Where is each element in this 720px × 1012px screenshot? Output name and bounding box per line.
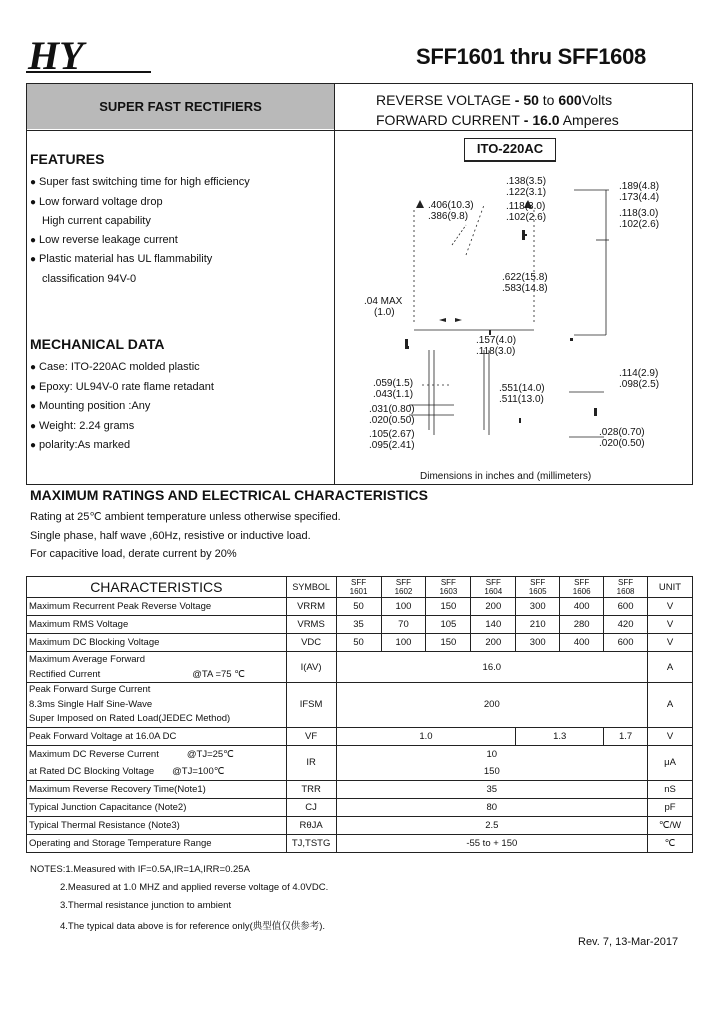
table-cell: VDC — [286, 634, 336, 652]
product-type: SUPER FAST RECTIFIERS — [99, 99, 262, 114]
table-row — [27, 816, 693, 834]
hy-logo — [26, 36, 156, 76]
table-cell: 1.3 — [516, 727, 604, 745]
table-cell: I(AV) — [286, 652, 336, 683]
dim-side-depth: .189(4.8) .173(4.4) — [619, 181, 660, 203]
dim-lead-pitch: .105(2.67) .095(2.41) — [369, 429, 415, 451]
table-cell: 150 — [426, 598, 471, 616]
table-cell: V — [648, 634, 693, 652]
table-cell: Peak Forward Surge Current 8.3ms Single Half Sine-Wave Super Imposed on Rated Load(JEDEC Method) — [27, 683, 287, 728]
table-cell: V — [648, 598, 693, 616]
table-cell: 200 — [471, 598, 516, 616]
header-characteristics: CHARACTERISTICS — [27, 577, 287, 598]
header-part-1606: SFF 1606 — [560, 577, 604, 598]
mechanical-list — [30, 358, 214, 456]
mechanical-item: ● polarity:As marked — [30, 436, 214, 456]
header-part-1602: SFF 1602 — [381, 577, 426, 598]
dim-max-offset: .04 MAX (1.0) — [364, 296, 403, 318]
table-cell: Maximum Reverse Recovery Time(Note1) — [27, 780, 287, 798]
table-cell: pF — [648, 798, 693, 816]
table-cell: Typical Thermal Resistance (Note3) — [27, 816, 287, 834]
dim-lead-thickness: .031(0.80) .020(0.50) — [369, 404, 415, 426]
table-cell: ℃ — [648, 834, 693, 852]
feature-item: ● Low reverse leakage current — [30, 231, 250, 251]
dim-side-lead: .114(2.9) .098(2.5) — [619, 368, 660, 390]
table-cell: Maximum Recurrent Peak Reverse Voltage — [27, 598, 287, 616]
table-cell: 35 — [336, 616, 381, 634]
table-cell: 200 — [471, 634, 516, 652]
feature-item: ● Super fast switching time for high efficiency — [30, 173, 250, 193]
table-cell: 600 — [604, 634, 648, 652]
table-cell: Operating and Storage Temperature Range — [27, 834, 287, 852]
dim-body-width: .406(10.3) .386(9.8) — [428, 200, 474, 222]
max-ratings-notes — [30, 508, 341, 564]
table-cell: 1.0 — [336, 727, 516, 745]
characteristics-table — [26, 576, 693, 853]
table-cell: 210 — [516, 616, 560, 634]
table-cell: -55 to + 150 — [336, 834, 647, 852]
table-cell: 16.0 — [336, 652, 647, 683]
table-cell: 1.7 — [604, 727, 648, 745]
table-cell: A — [648, 652, 693, 683]
table-cell: Maximum Average Forward Rectified Current @TA =75 ℃ — [27, 652, 287, 683]
table-cell: 2.5 — [336, 816, 647, 834]
dim-tab-thickness: .138(3.5) .122(3.1) — [506, 176, 547, 198]
table-row — [27, 780, 693, 798]
table-cell: 105 — [426, 616, 471, 634]
dimensions-caption: Dimensions in inches and (millimeters) — [420, 471, 592, 482]
table-row — [27, 616, 693, 634]
table-cell: TRR — [286, 780, 336, 798]
dim-lead-shoulder: .157(4.0) .118(3.0) — [476, 335, 517, 357]
table-row — [27, 598, 693, 616]
feature-item: ● Plastic material has UL flammability — [30, 250, 250, 270]
table-cell: ℃/W — [648, 816, 693, 834]
table-cell: 100 — [381, 634, 426, 652]
table-cell: VRRM — [286, 598, 336, 616]
reverse-voltage-rating: REVERSE VOLTAGE - 50 to 600Volts — [376, 92, 613, 108]
note-2: 2.Measured at 1.0 MHZ and applied reverse voltage of 4.0VDC. — [60, 882, 329, 893]
table-cell: CJ — [286, 798, 336, 816]
features-heading: FEATURES — [30, 151, 105, 167]
header-part-1604: SFF 1604 — [471, 577, 516, 598]
max-ratings-heading: MAXIMUM RATINGS AND ELECTRICAL CHARACTERISTICS — [30, 487, 428, 503]
mechanical-item: ● Mounting position :Any — [30, 397, 214, 417]
header-part-1605: SFF 1605 — [516, 577, 560, 598]
table-row — [27, 834, 693, 852]
table-cell: 35 — [336, 780, 647, 798]
header-part-1601: SFF 1601 — [336, 577, 381, 598]
table-cell: Typical Junction Capacitance (Note2) — [27, 798, 287, 816]
table-cell: 400 — [560, 598, 604, 616]
table-cell: 300 — [516, 634, 560, 652]
table-cell: nS — [648, 780, 693, 798]
rating-condition-1: Rating at 25℃ ambient temperature unless otherwise specified. — [30, 511, 341, 523]
note-4: 4.The typical data above is for reference only(典型值仅供参考). — [60, 921, 326, 932]
mechanical-heading: MECHANICAL DATA — [30, 336, 165, 352]
table-cell: 400 — [560, 634, 604, 652]
table-cell: 70 — [381, 616, 426, 634]
feature-item: High current capability — [42, 215, 151, 227]
header-symbol: SYMBOL — [286, 577, 336, 598]
table-cell: 10 150 — [336, 745, 647, 780]
table-cell: RθJA — [286, 816, 336, 834]
table-cell: Maximum DC Blocking Voltage — [27, 634, 287, 652]
table-cell: 200 — [336, 683, 647, 728]
table-cell: V — [648, 727, 693, 745]
table-cell: 150 — [426, 634, 471, 652]
table-cell: VRMS — [286, 616, 336, 634]
table-cell: 140 — [471, 616, 516, 634]
mechanical-item: ● Weight: 2.24 grams — [30, 417, 214, 437]
table-cell: IFSM — [286, 683, 336, 728]
dim-lead-length: .551(14.0) .511(13.0) — [499, 383, 545, 405]
table-cell: IR — [286, 745, 336, 780]
page-title: SFF1601 thru SFF1608 — [416, 44, 646, 69]
header-unit: UNIT — [648, 577, 693, 598]
table-row — [27, 745, 693, 780]
table-cell: 420 — [604, 616, 648, 634]
table-cell: 600 — [604, 598, 648, 616]
table-cell: VF — [286, 727, 336, 745]
table-row — [27, 652, 693, 683]
mechanical-item: ● Epoxy: UL94V-0 rate flame retadant — [30, 378, 214, 398]
dim-lead-side-thickness: .028(0.70) .020(0.50) — [599, 427, 645, 449]
table-cell: Maximum RMS Voltage — [27, 616, 287, 634]
table-cell: 50 — [336, 634, 381, 652]
mechanical-item: ● Case: ITO-220AC molded plastic — [30, 358, 214, 378]
feature-item: classification 94V-0 — [42, 272, 137, 285]
table-cell: V — [648, 616, 693, 634]
table-cell: 80 — [336, 798, 647, 816]
table-cell: Maximum DC Reverse Current @TJ=25℃ at Rated DC Blocking Voltage @TJ=100℃ — [27, 745, 287, 780]
feature-item: ● Low forward voltage drop — [30, 193, 250, 213]
table-cell: 50 — [336, 598, 381, 616]
table-row — [27, 683, 693, 728]
table-cell: 100 — [381, 598, 426, 616]
revision: Rev. 7, 13-Mar-2017 — [578, 936, 679, 948]
table-row — [27, 798, 693, 816]
table-cell: A — [648, 683, 693, 728]
table-cell: Peak Forward Voltage at 16.0A DC — [27, 727, 287, 745]
table-cell: μA — [648, 745, 693, 780]
dim-body-height: .622(15.8) .583(14.8) — [502, 272, 548, 294]
features-list — [30, 173, 250, 288]
rating-condition-2: Single phase, half wave ,60Hz, resistive or inductive load. — [30, 529, 311, 542]
table-row — [27, 634, 693, 652]
logo-text: HY — [28, 36, 84, 76]
package-label: ITO-220AC — [464, 138, 556, 162]
dim-lead-width: .059(1.5) .043(1.1) — [373, 378, 414, 400]
table-cell: 300 — [516, 598, 560, 616]
dim-hole-diameter: .118(3.0) .102(2.6) — [506, 201, 547, 223]
header-part-1603: SFF 1603 — [426, 577, 471, 598]
dim-side-step: .118(3.0) .102(2.6) — [619, 208, 660, 230]
table-cell: TJ,TSTG — [286, 834, 336, 852]
header-part-1608: SFF 1608 — [604, 577, 648, 598]
table-row — [27, 727, 693, 745]
table-header-row — [27, 577, 693, 598]
forward-current-rating: FORWARD CURRENT - 16.0 Amperes — [376, 112, 619, 128]
table-cell: 280 — [560, 616, 604, 634]
note-3: 3.Thermal resistance junction to ambient — [60, 900, 232, 911]
note-1: NOTES:1.Measured with IF=0.5A,IR=1A,IRR=0.25A — [30, 864, 250, 875]
rating-condition-3: For capacitive load, derate current by 20% — [30, 548, 237, 560]
